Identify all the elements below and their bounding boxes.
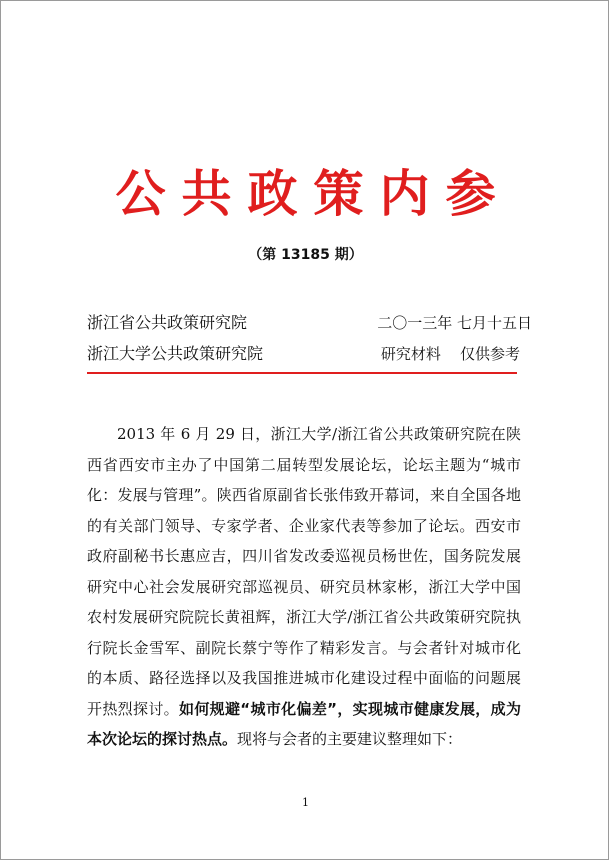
body-text-bold: 如何规避“城市化偏差”，实现城市健康发展，成为本次论坛的探讨热点。	[87, 699, 521, 748]
header-row-1	[87, 311, 532, 335]
organization-name-1: 浙江省公共政策研究院	[87, 313, 248, 332]
body-paragraph	[87, 419, 521, 755]
organization-name-2: 浙江大学公共政策研究院	[87, 344, 264, 363]
header-divider	[87, 372, 517, 374]
usage-note: 研究材料 仅供参考	[380, 345, 520, 363]
page-number: 1	[302, 796, 309, 809]
document-title: 公共政策内参	[115, 165, 512, 223]
publication-date: 二〇一三年 七月十五日	[377, 314, 532, 332]
header-row-2	[87, 342, 532, 366]
body-text-regular: 2013 年 6 月 29 日，浙江大学/浙江省公共政策研究院在陕西省西安市主办了中国第二届转型发展论坛，论坛主题为“城市化：发展与管理”。陕西省原副省长张伟致开幕词，来自全国各地的有关部门领导、专家学者、企业家代表等参加了论坛。西安市政府副秘书长惠应吉，四川省发改委巡视员杨世佐，国务院发展研究中心社会发展研究部巡视员、研究员林家彬，浙江大学中国农村发展研究院院长黄祖辉，浙江大学/浙江省公共政策研究院执行院长金雪军、副院长蔡宁等作了精彩发言。与会者针对城市化的本质、路径选择以及我国推进城市化建设过程中面临的问题展开热烈探讨。	[87, 425, 521, 718]
body-text-tail: 现将与会者的主要建议整理如下：	[237, 730, 463, 748]
issue-number: （第 13185 期）	[248, 247, 363, 263]
